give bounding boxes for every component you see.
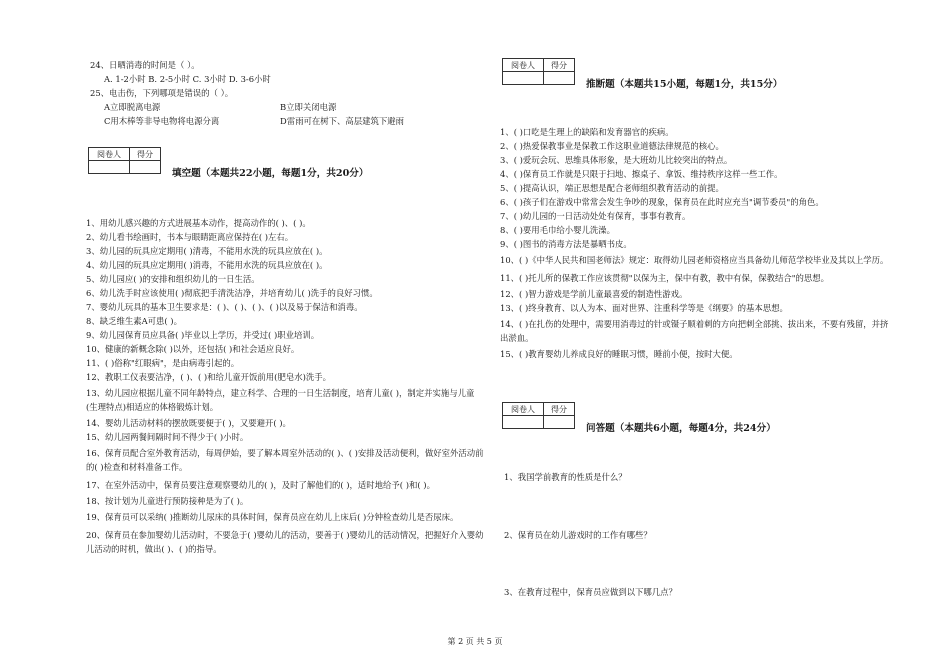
question-25-stem: 25、电击伤，下列哪项是错误的（ ）。: [90, 88, 234, 98]
reviewer-label: 阅卷人: [503, 59, 544, 72]
judge-item: 10、( )《中华人民共和国老师法》规定：取得幼儿园老师资格应当具备幼儿师范学校毕业及其以上学历。: [500, 255, 889, 265]
fill-item: 17、在室外活动中，保育员要注意观察婴幼儿的( )，及时了解他们的( )，适时地给予( )和( )。: [86, 480, 435, 490]
fill-item: 18、按计划为儿童进行预防接种是为了( )。: [86, 496, 249, 506]
fill-item: 14、婴幼儿活动材料的摆放既要便于( )，又要避开( )。: [86, 418, 291, 428]
judge-item: 14、( )在扎伤的处理中，需要用消毒过的针或镊子顺着刺的方向把刺全部挑、拔出来，不要有残留，并挤出淤血。: [500, 319, 889, 343]
judge-item: 2、( )热爱保教事业是保教工作这职业道德法律规范的核心。: [500, 141, 724, 151]
judge-item: 3、( )爱玩会玩、思维具体形象，是大班幼儿比较突出的特点。: [500, 155, 733, 165]
fill-item: 20、保育员在参加婴幼儿活动时，不要急于( )婴幼儿的活动，要善于( )婴幼儿的活动情况，把握好介入婴幼儿活动的时机，做出( )、( )的指导。: [86, 530, 484, 554]
qa-question-3: 3、在教育过程中，保育员应做到以下哪几点？: [504, 587, 677, 597]
judge-item: 7、( )幼儿园的一日活动处处有保育，事事有教育。: [500, 211, 691, 221]
question-24-stem: 24、日晒消毒的时间是（ ）。: [90, 60, 200, 70]
fill-item: 5、幼儿园应( )的安排和组织幼儿的一日生活。: [86, 274, 260, 284]
reviewer-label: 阅卷人: [503, 403, 544, 416]
question-25-option-c: C用木棒等非导电物将电源分离: [104, 116, 220, 126]
question-25-option-b: B立即关闭电源: [280, 102, 337, 112]
qa-section-title: 问答题（本题共6小题，每题4分，共24分）: [586, 423, 776, 434]
fill-item: 15、幼儿园两餐间隔时间不得少于( )小时。: [86, 432, 249, 442]
judge-item: 11、( )托儿所的保教工作应该贯彻"以保为主，保中有教，教中有保，保教结合"的思想。: [500, 273, 830, 283]
fill-item: 16、保育员配合室外教育活动，每周伊始，要了解本周室外活动的( )、( )安排及活动便利，做好室外活动前的( )检查和材料准备工作。: [86, 448, 484, 472]
score-box-fill: [88, 147, 161, 174]
fill-item: 11、( )俗称"红眼病"，是由病毒引起的。: [86, 358, 240, 368]
fill-item: 2、幼儿看书绘画时，书本与眼睛距离应保持在( )左右。: [86, 232, 294, 242]
fill-items: [86, 218, 484, 560]
judge-item: 6、( )孩子们在游戏中常常会发生争吵的现象，保育员在此时应充当"调节委员"的角色。: [500, 197, 824, 207]
fill-item: 10、健康的新概念除( )以外，还包括( )和社会适应良好。: [86, 344, 300, 354]
score-cell[interactable]: [544, 72, 575, 85]
judge-item: 15、( )教育婴幼儿养成良好的睡眠习惯，睡前小便，按时大便。: [500, 349, 738, 359]
judge-items: [500, 127, 896, 363]
judge-item: 12、( )智力游戏是学前儿童最喜爱的制造性游戏。: [500, 289, 688, 299]
reviewer-cell[interactable]: [89, 161, 130, 174]
judge-item: 13、( )终身教育、以人为本、面对世界、注重科学等是《纲要》的基本思想。: [500, 303, 788, 313]
score-cell[interactable]: [130, 161, 161, 174]
judge-item: 4、( )保育员工作就是只限于扫地、擦桌子、拿饭、维持秩序这样一些工作。: [500, 169, 783, 179]
reviewer-cell[interactable]: [503, 72, 544, 85]
fill-item: 8、缺乏维生素A可患( )。: [86, 316, 182, 326]
judge-item: 9、( )图书的消毒方法是暴晒书皮。: [500, 239, 632, 249]
fill-item: 4、幼儿园的玩具应定期用( )消毒，不能用水洗的玩具应放在( )。: [86, 260, 328, 270]
question-25-option-a: A立即脱离电源: [104, 102, 161, 112]
qa-question-2: 2、保育员在幼儿游戏时的工作有哪些？: [504, 530, 652, 540]
fill-item: 1、用幼儿感兴趣的方式进展基本动作，提高动作的( )、( )。: [86, 218, 311, 228]
qa-question-1: 1、我国学前教育的性质是什么？: [504, 472, 627, 482]
question-25-option-d: D雷雨可在树下、高层建筑下避雨: [280, 116, 404, 126]
fill-item: 19、保育员可以采纳( )推断幼儿尿床的具体时间，保育员应在幼儿上床后( )分钟检查幼儿是否尿床。: [86, 512, 459, 522]
score-label: 得分: [130, 148, 161, 161]
fill-item: 3、幼儿园的玩具应定期用( )清毒，不能用水洗的玩具应放在( )。: [86, 246, 328, 256]
fill-item: 6、幼儿洗手时应该使用( )彻底把手清洗洁净，并培育幼儿( )洗手的良好习惯。: [86, 288, 378, 298]
score-label: 得分: [544, 59, 575, 72]
score-cell[interactable]: [544, 416, 575, 429]
page-number: 第 2 页 共 5 页: [447, 637, 503, 646]
question-24-options: A. 1-2小时 B. 2-5小时 C. 3小时 D. 3-6小时: [104, 74, 271, 84]
fill-item: 12、教职工仪表要洁净，( )、( )和给儿童开饭前用(肥皂水)洗手。: [86, 372, 331, 382]
fill-item: 9、幼儿园保育员应具备( )毕业以上学历，并受过( )职业培训。: [86, 330, 320, 340]
fill-item: 7、婴幼儿玩具的基本卫生要求是：( )、( )、( )、( )以及易于保洁和消毒。: [86, 302, 363, 312]
judge-item: 5、( )提高认识，端正思想是配合老师组织教育活动的前提。: [500, 183, 724, 193]
fill-item: 13、幼儿园应根据儿童不同年龄特点，建立科学、合理的一日生活制度，培育儿童( )，制定并实施与儿童(生理特点)相适应的体格锻炼计划。: [86, 388, 475, 412]
judge-item: 1、( )口吃是生理上的缺陷和发育器官的疾病。: [500, 127, 674, 137]
score-label: 得分: [544, 403, 575, 416]
judge-item: 8、( )要用毛巾给小婴儿洗澡。: [500, 225, 616, 235]
judge-section-title: 推断题（本题共15小题，每题1分，共15分）: [586, 79, 783, 90]
reviewer-cell[interactable]: [503, 416, 544, 429]
score-box-qa: [502, 402, 575, 429]
fill-section-title: 填空题（本题共22小题，每题1分，共20分）: [172, 168, 369, 179]
score-box-judge: [502, 58, 575, 85]
reviewer-label: 阅卷人: [89, 148, 130, 161]
